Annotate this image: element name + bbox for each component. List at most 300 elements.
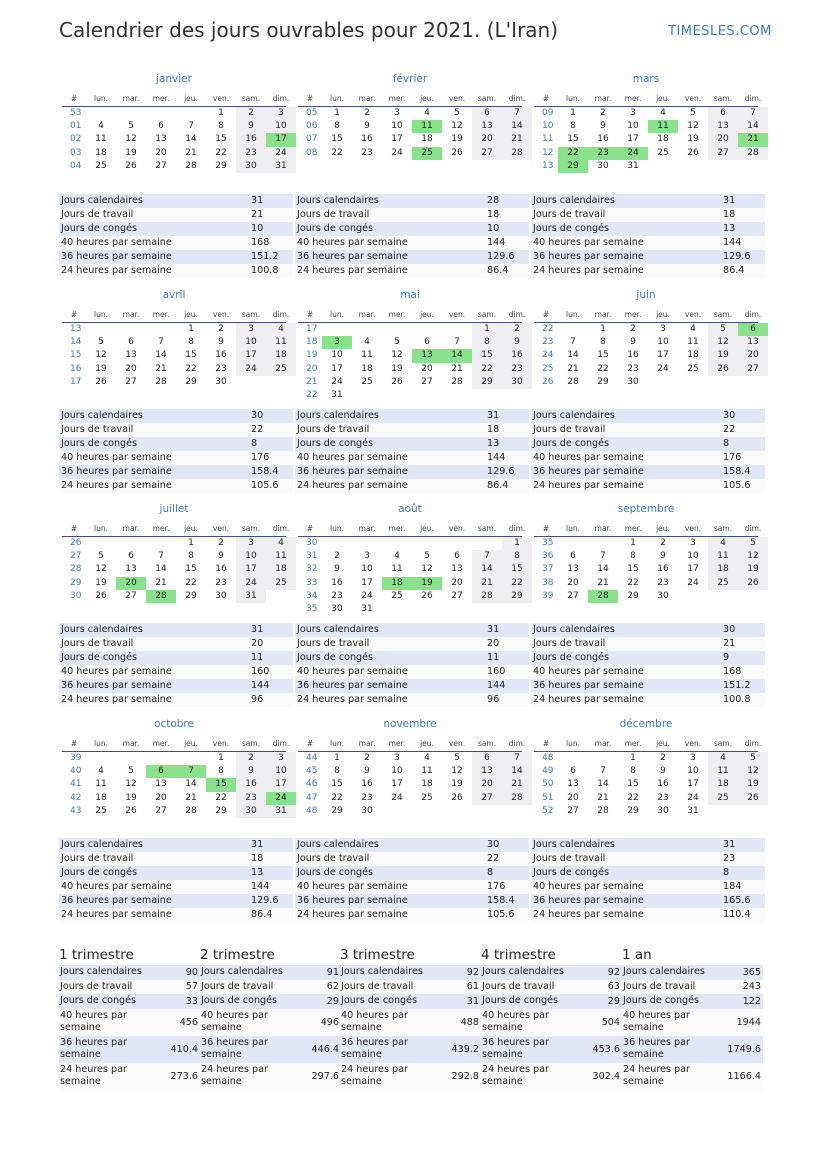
week-number: 19 [306, 350, 318, 361]
day-cell: 7 [502, 107, 532, 120]
quarter-label: Jours de travail [482, 980, 555, 992]
day-cell: 30 [236, 805, 266, 818]
empty-cell [648, 160, 678, 173]
day-cell: 28 [472, 590, 502, 603]
week-number: 53 [70, 108, 82, 118]
day-cell: 4 [708, 537, 738, 550]
day-cell: 22 [627, 577, 639, 588]
day-cell: 9 [334, 564, 340, 575]
day-cell: 28 [597, 805, 609, 816]
week-row [62, 778, 286, 791]
quarter-value: 1166.4 [727, 1070, 761, 1082]
week-number: 26 [70, 538, 82, 548]
day-cell: 19 [391, 363, 403, 374]
quarter-label: Jours de congés [341, 995, 418, 1006]
day-cell: 4 [98, 766, 104, 777]
stats-value: 165.6 [723, 895, 751, 906]
day-cell: 14 [502, 765, 532, 778]
stats-row [59, 222, 293, 236]
quarter-row [59, 1009, 200, 1036]
day-cell: 20 [567, 792, 579, 803]
day-cell: 15 [215, 134, 227, 145]
day-cell: 15 [185, 564, 197, 575]
day-cell: 19 [95, 577, 107, 588]
week-number: 34 [306, 590, 318, 601]
quarter-value: 439.2 [451, 1043, 479, 1055]
stats-value: 13 [723, 223, 736, 234]
empty-cell [442, 537, 472, 550]
day-cell: 13 [738, 336, 768, 349]
day-cell: 5 [128, 121, 134, 132]
weekday-header [298, 522, 526, 537]
week-row [62, 133, 286, 146]
week-number: 16 [70, 363, 82, 374]
weekday-label: lun. [330, 739, 344, 748]
stats-value: 96 [487, 694, 500, 705]
month-name[interactable]: mars [632, 73, 660, 85]
quarter-label: 24 heures par semaine [482, 1063, 549, 1087]
stats-row [531, 908, 765, 922]
quarter-value: 92 [466, 966, 479, 978]
day-cell: 29 [215, 160, 227, 171]
week-number: 50 [542, 779, 554, 790]
day-cell: 15 [627, 564, 639, 575]
stats-row [531, 637, 765, 651]
day-cell: 23 [236, 792, 266, 805]
quarter-row [59, 1063, 200, 1090]
day-cell: 6 [424, 337, 430, 348]
day-cell: 2 [600, 108, 606, 118]
day-cell: 28 [451, 376, 463, 387]
day-cell: 8 [600, 337, 606, 348]
weekday-label: mer. [624, 739, 642, 748]
stats-label: 40 heures par semaine [533, 452, 644, 463]
quarter-value: 63 [607, 981, 620, 993]
week-number: 39 [70, 753, 82, 763]
stats-label: Jours de congés [533, 223, 610, 234]
day-cell: 27 [738, 363, 768, 376]
quarter-value: 57 [185, 981, 198, 993]
day-cell: 14 [155, 350, 167, 361]
day-cell: 20 [472, 778, 502, 791]
weekday-label: mar. [594, 739, 612, 748]
empty-cell [558, 752, 588, 765]
quarter-value: 302.4 [592, 1070, 620, 1082]
quarter-row [622, 1063, 763, 1090]
stats-label: 24 heures par semaine [533, 480, 644, 491]
quarter-row [481, 1009, 622, 1036]
day-cell: 5 [738, 537, 768, 550]
holiday-cell: 19 [412, 577, 442, 590]
day-cell: 2 [364, 108, 370, 118]
empty-cell [412, 323, 442, 336]
day-cell: 23 [361, 147, 373, 158]
day-cell: 5 [98, 337, 104, 348]
week-number: 37 [542, 564, 554, 575]
day-cell: 9 [218, 337, 224, 348]
day-cell: 11 [361, 350, 373, 361]
week-number: 20 [306, 363, 318, 374]
weekday-label: mar. [122, 310, 140, 319]
empty-cell [472, 603, 502, 616]
quarter-label: Jours calendaires [623, 966, 705, 977]
quarter-row [622, 1009, 763, 1036]
weekday-label: mer. [624, 94, 642, 103]
stats-value: 129.6 [723, 251, 751, 262]
quarter-row [200, 1009, 341, 1036]
month-name[interactable]: avril [162, 289, 186, 301]
weekday-header [534, 522, 762, 537]
month-name[interactable]: août [398, 503, 422, 515]
day-cell: 24 [266, 147, 296, 160]
day-cell: 20 [155, 792, 167, 803]
stats-label: 36 heures par semaine [533, 895, 644, 906]
weekday-label: mer. [388, 310, 406, 319]
weekday-label: mer. [152, 94, 170, 103]
stats-value: 105.6 [251, 480, 279, 491]
stats-value: 168 [251, 237, 270, 248]
day-cell: 28 [502, 792, 532, 805]
quarter-label: Jours de travail [201, 980, 274, 992]
day-cell: 14 [597, 779, 609, 790]
quarter-label: 24 heures par semaine [341, 1063, 408, 1087]
stats-label: 36 heures par semaine [297, 466, 408, 477]
week-number: 05 [306, 108, 318, 118]
day-cell: 28 [738, 147, 768, 160]
day-cell: 22 [331, 792, 343, 803]
day-cell: 25 [266, 363, 296, 376]
weekday-label: mer. [388, 94, 406, 103]
stats-value: 144 [487, 237, 506, 248]
quarter-value: 292.8 [451, 1070, 479, 1082]
stats-row [531, 236, 765, 250]
week-row [62, 765, 286, 778]
stats-row [295, 894, 529, 908]
day-cell: 1 [218, 108, 224, 118]
empty-cell [412, 603, 442, 616]
month-calendar [62, 717, 290, 818]
day-cell: 24 [687, 792, 699, 803]
stats-row [59, 866, 293, 880]
stats-row [59, 693, 293, 707]
stats-row [295, 423, 529, 437]
month-name[interactable]: janvier [156, 73, 192, 85]
stats-value: 18 [487, 209, 500, 220]
stats-row [295, 451, 529, 465]
weekday-label: lun. [566, 524, 580, 533]
month-name[interactable]: octobre [154, 718, 194, 730]
week-number: 22 [542, 324, 554, 334]
day-cell: 18 [95, 792, 107, 803]
quarter-label: 24 heures par semaine [60, 1063, 127, 1087]
week-number: 46 [306, 779, 318, 790]
quarter-row [340, 980, 481, 995]
stats-value: 100.8 [251, 265, 279, 276]
weekday-label: # [542, 94, 550, 103]
weekday-label: # [70, 739, 78, 748]
day-cell: 6 [454, 551, 460, 562]
holiday-cell: 13 [412, 349, 442, 362]
quarter-label: Jours de travail [60, 980, 133, 992]
stats-value: 11 [251, 652, 264, 663]
month-name[interactable]: février [392, 73, 428, 85]
day-cell: 1 [218, 753, 224, 763]
quarter-summary-column [59, 945, 200, 1090]
day-cell: 8 [334, 121, 340, 132]
day-cell: 14 [185, 134, 197, 145]
quarter-value: 297.6 [311, 1070, 339, 1082]
week-number: 35 [306, 603, 318, 614]
quarter-label: Jours de travail [341, 980, 414, 992]
weekday-label: dim. [508, 94, 526, 103]
day-cell: 21 [502, 133, 532, 146]
stats-label: 40 heures par semaine [61, 237, 172, 248]
day-cell: 25 [95, 805, 107, 816]
month-name[interactable]: décembre [619, 718, 673, 730]
day-cell: 30 [597, 160, 609, 171]
day-cell: 7 [738, 107, 768, 120]
day-cell: 22 [627, 792, 639, 803]
month-name[interactable]: septembre [617, 503, 675, 515]
day-cell: 12 [421, 564, 433, 575]
weekday-label: sam. [713, 739, 733, 748]
day-cell: 4 [660, 108, 666, 118]
week-row [534, 133, 758, 146]
week-row [298, 389, 522, 402]
week-number: 38 [542, 577, 554, 588]
week-number: 44 [306, 753, 318, 763]
stats-label: Jours de congés [533, 867, 610, 878]
day-cell: 20 [738, 349, 768, 362]
stats-value: 86.4 [723, 265, 745, 276]
week-row [534, 577, 758, 590]
week-row [534, 550, 758, 563]
month-name[interactable]: novembre [383, 718, 437, 730]
day-cell: 23 [502, 363, 532, 376]
day-cell: 9 [630, 337, 636, 348]
day-cell: 8 [188, 551, 194, 562]
weekday-header [534, 737, 762, 752]
week-row [298, 752, 522, 765]
weekday-header [298, 92, 526, 107]
day-cell: 29 [185, 376, 197, 387]
day-cell: 17 [361, 577, 373, 588]
week-number: 04 [70, 160, 82, 171]
empty-cell [738, 590, 768, 603]
empty-cell [442, 805, 472, 818]
day-cell: 3 [394, 108, 400, 118]
quarter-summary-column [481, 945, 622, 1090]
stats-row [59, 838, 293, 852]
day-cell: 13 [451, 564, 463, 575]
day-cell: 15 [567, 134, 579, 145]
day-cell: 31 [331, 389, 343, 400]
quarter-title: 1 trimestre [59, 947, 134, 963]
day-cell: 20 [708, 133, 738, 146]
weekday-label: mer. [388, 524, 406, 533]
day-cell: 13 [125, 350, 137, 361]
quarter-value: 488 [460, 1016, 479, 1028]
day-cell: 21 [185, 792, 197, 803]
weekday-label: jeu. [420, 94, 434, 103]
day-cell: 12 [738, 765, 768, 778]
month-name[interactable]: juillet [159, 503, 189, 515]
quarter-value: 29 [326, 995, 339, 1007]
weekday-label: mer. [152, 739, 170, 748]
month-name[interactable]: mai [400, 289, 420, 301]
week-number: 14 [70, 337, 82, 348]
day-cell: 8 [472, 336, 502, 349]
quarter-value: 122 [742, 995, 761, 1007]
stats-row [295, 665, 529, 679]
day-cell: 11 [266, 336, 296, 349]
stats-label: 40 heures par semaine [61, 666, 172, 677]
day-cell: 7 [502, 752, 532, 765]
quarter-row [340, 1063, 481, 1090]
weekday-label: # [70, 524, 78, 533]
weekday-label: ven. [212, 524, 230, 533]
day-cell: 30 [236, 160, 266, 173]
weekday-label: lun. [330, 524, 344, 533]
quarter-row [481, 1036, 622, 1063]
day-cell: 13 [155, 134, 167, 145]
weekday-label: dim. [272, 739, 290, 748]
stats-value: 144 [723, 237, 742, 248]
stats-row [59, 264, 293, 278]
weekday-label: mar. [358, 310, 376, 319]
day-cell: 10 [391, 766, 403, 777]
quarter-row [200, 965, 341, 980]
day-cell: 12 [95, 350, 107, 361]
day-cell: 22 [472, 363, 502, 376]
day-cell: 23 [215, 363, 227, 374]
holiday-cell: 11 [648, 120, 678, 133]
week-row [298, 376, 522, 389]
day-cell: 16 [236, 778, 266, 791]
month-name[interactable]: juin [636, 289, 656, 301]
stats-label: 36 heures par semaine [297, 895, 408, 906]
stats-value: 30 [723, 410, 736, 421]
day-cell: 5 [454, 753, 460, 763]
week-number: 07 [306, 134, 318, 145]
day-cell: 16 [361, 779, 373, 790]
weekday-header [298, 737, 526, 752]
quarter-row [622, 980, 763, 995]
empty-cell [708, 590, 738, 603]
stats-label: Jours de congés [61, 438, 138, 449]
stats-label: Jours de travail [533, 638, 606, 649]
weekday-label: ven. [684, 524, 702, 533]
empty-cell [588, 537, 618, 550]
day-cell: 4 [394, 551, 400, 562]
day-cell: 6 [570, 551, 576, 562]
empty-cell [146, 323, 176, 336]
stats-value: 176 [723, 452, 742, 463]
quarter-label: 40 heures par semaine [341, 1009, 408, 1033]
weekday-label: # [306, 739, 314, 748]
stats-value: 168 [723, 666, 742, 677]
empty-cell [708, 805, 738, 818]
stats-value: 31 [487, 410, 500, 421]
stats-row [295, 651, 529, 665]
quarter-label: 24 heures par semaine [623, 1063, 690, 1087]
quarter-row [481, 980, 622, 995]
empty-cell [86, 537, 116, 550]
day-cell: 2 [660, 538, 666, 548]
day-cell: 4 [266, 537, 296, 550]
week-row [298, 765, 522, 778]
quarter-label: Jours calendaires [201, 966, 283, 977]
stats-label: Jours de travail [297, 638, 370, 649]
weekday-label: lun. [94, 524, 108, 533]
weekday-label: lun. [566, 310, 580, 319]
stats-row [531, 465, 765, 479]
week-number: 47 [306, 792, 318, 803]
weekday-label: lun. [94, 310, 108, 319]
weekday-label: jeu. [656, 739, 670, 748]
week-number: 52 [542, 805, 554, 816]
day-cell: 27 [125, 376, 137, 387]
holiday-cell: 18 [382, 577, 412, 590]
stats-label: Jours calendaires [61, 410, 143, 421]
weekday-label: lun. [566, 739, 580, 748]
day-cell: 16 [236, 133, 266, 146]
weekday-label: dim. [744, 310, 762, 319]
day-cell: 5 [128, 766, 134, 777]
day-cell: 27 [155, 805, 167, 816]
stats-label: 24 heures par semaine [297, 265, 408, 276]
stats-value: 8 [723, 867, 730, 878]
day-cell: 4 [98, 121, 104, 132]
day-cell: 8 [218, 121, 224, 132]
stats-label: 36 heures par semaine [297, 251, 408, 262]
holiday-cell: 20 [116, 577, 146, 590]
day-cell: 30 [331, 603, 343, 614]
day-cell: 29 [627, 805, 639, 816]
quarter-label: 36 heures par semaine [201, 1036, 268, 1060]
stats-label: 40 heures par semaine [61, 881, 172, 892]
stats-value: 158.4 [251, 466, 279, 477]
quarter-row [622, 994, 763, 1009]
week-number: 33 [306, 577, 318, 588]
day-cell: 17 [627, 134, 639, 145]
stats-value: 18 [487, 424, 500, 435]
month-stats [59, 194, 293, 278]
stats-row [531, 665, 765, 679]
week-row [298, 323, 522, 336]
stats-label: 36 heures par semaine [533, 680, 644, 691]
week-row [62, 590, 286, 603]
day-cell: 5 [98, 551, 104, 562]
week-row [298, 792, 522, 805]
stats-label: 24 heures par semaine [297, 694, 408, 705]
weekday-label: sam. [477, 524, 497, 533]
holiday-cell: 17 [266, 133, 296, 146]
weekday-label: jeu. [184, 739, 198, 748]
day-cell: 18 [266, 349, 296, 362]
stats-row [295, 250, 529, 264]
weekday-label: dim. [272, 524, 290, 533]
day-cell: 3 [266, 752, 296, 765]
stats-value: 23 [723, 853, 736, 864]
day-cell: 24 [687, 577, 699, 588]
brand-logo[interactable]: TIMESLES.COM [668, 24, 772, 39]
day-cell: 16 [627, 350, 639, 361]
stats-row [295, 637, 529, 651]
stats-value: 10 [487, 223, 500, 234]
week-row [298, 805, 522, 818]
empty-cell [708, 160, 738, 173]
